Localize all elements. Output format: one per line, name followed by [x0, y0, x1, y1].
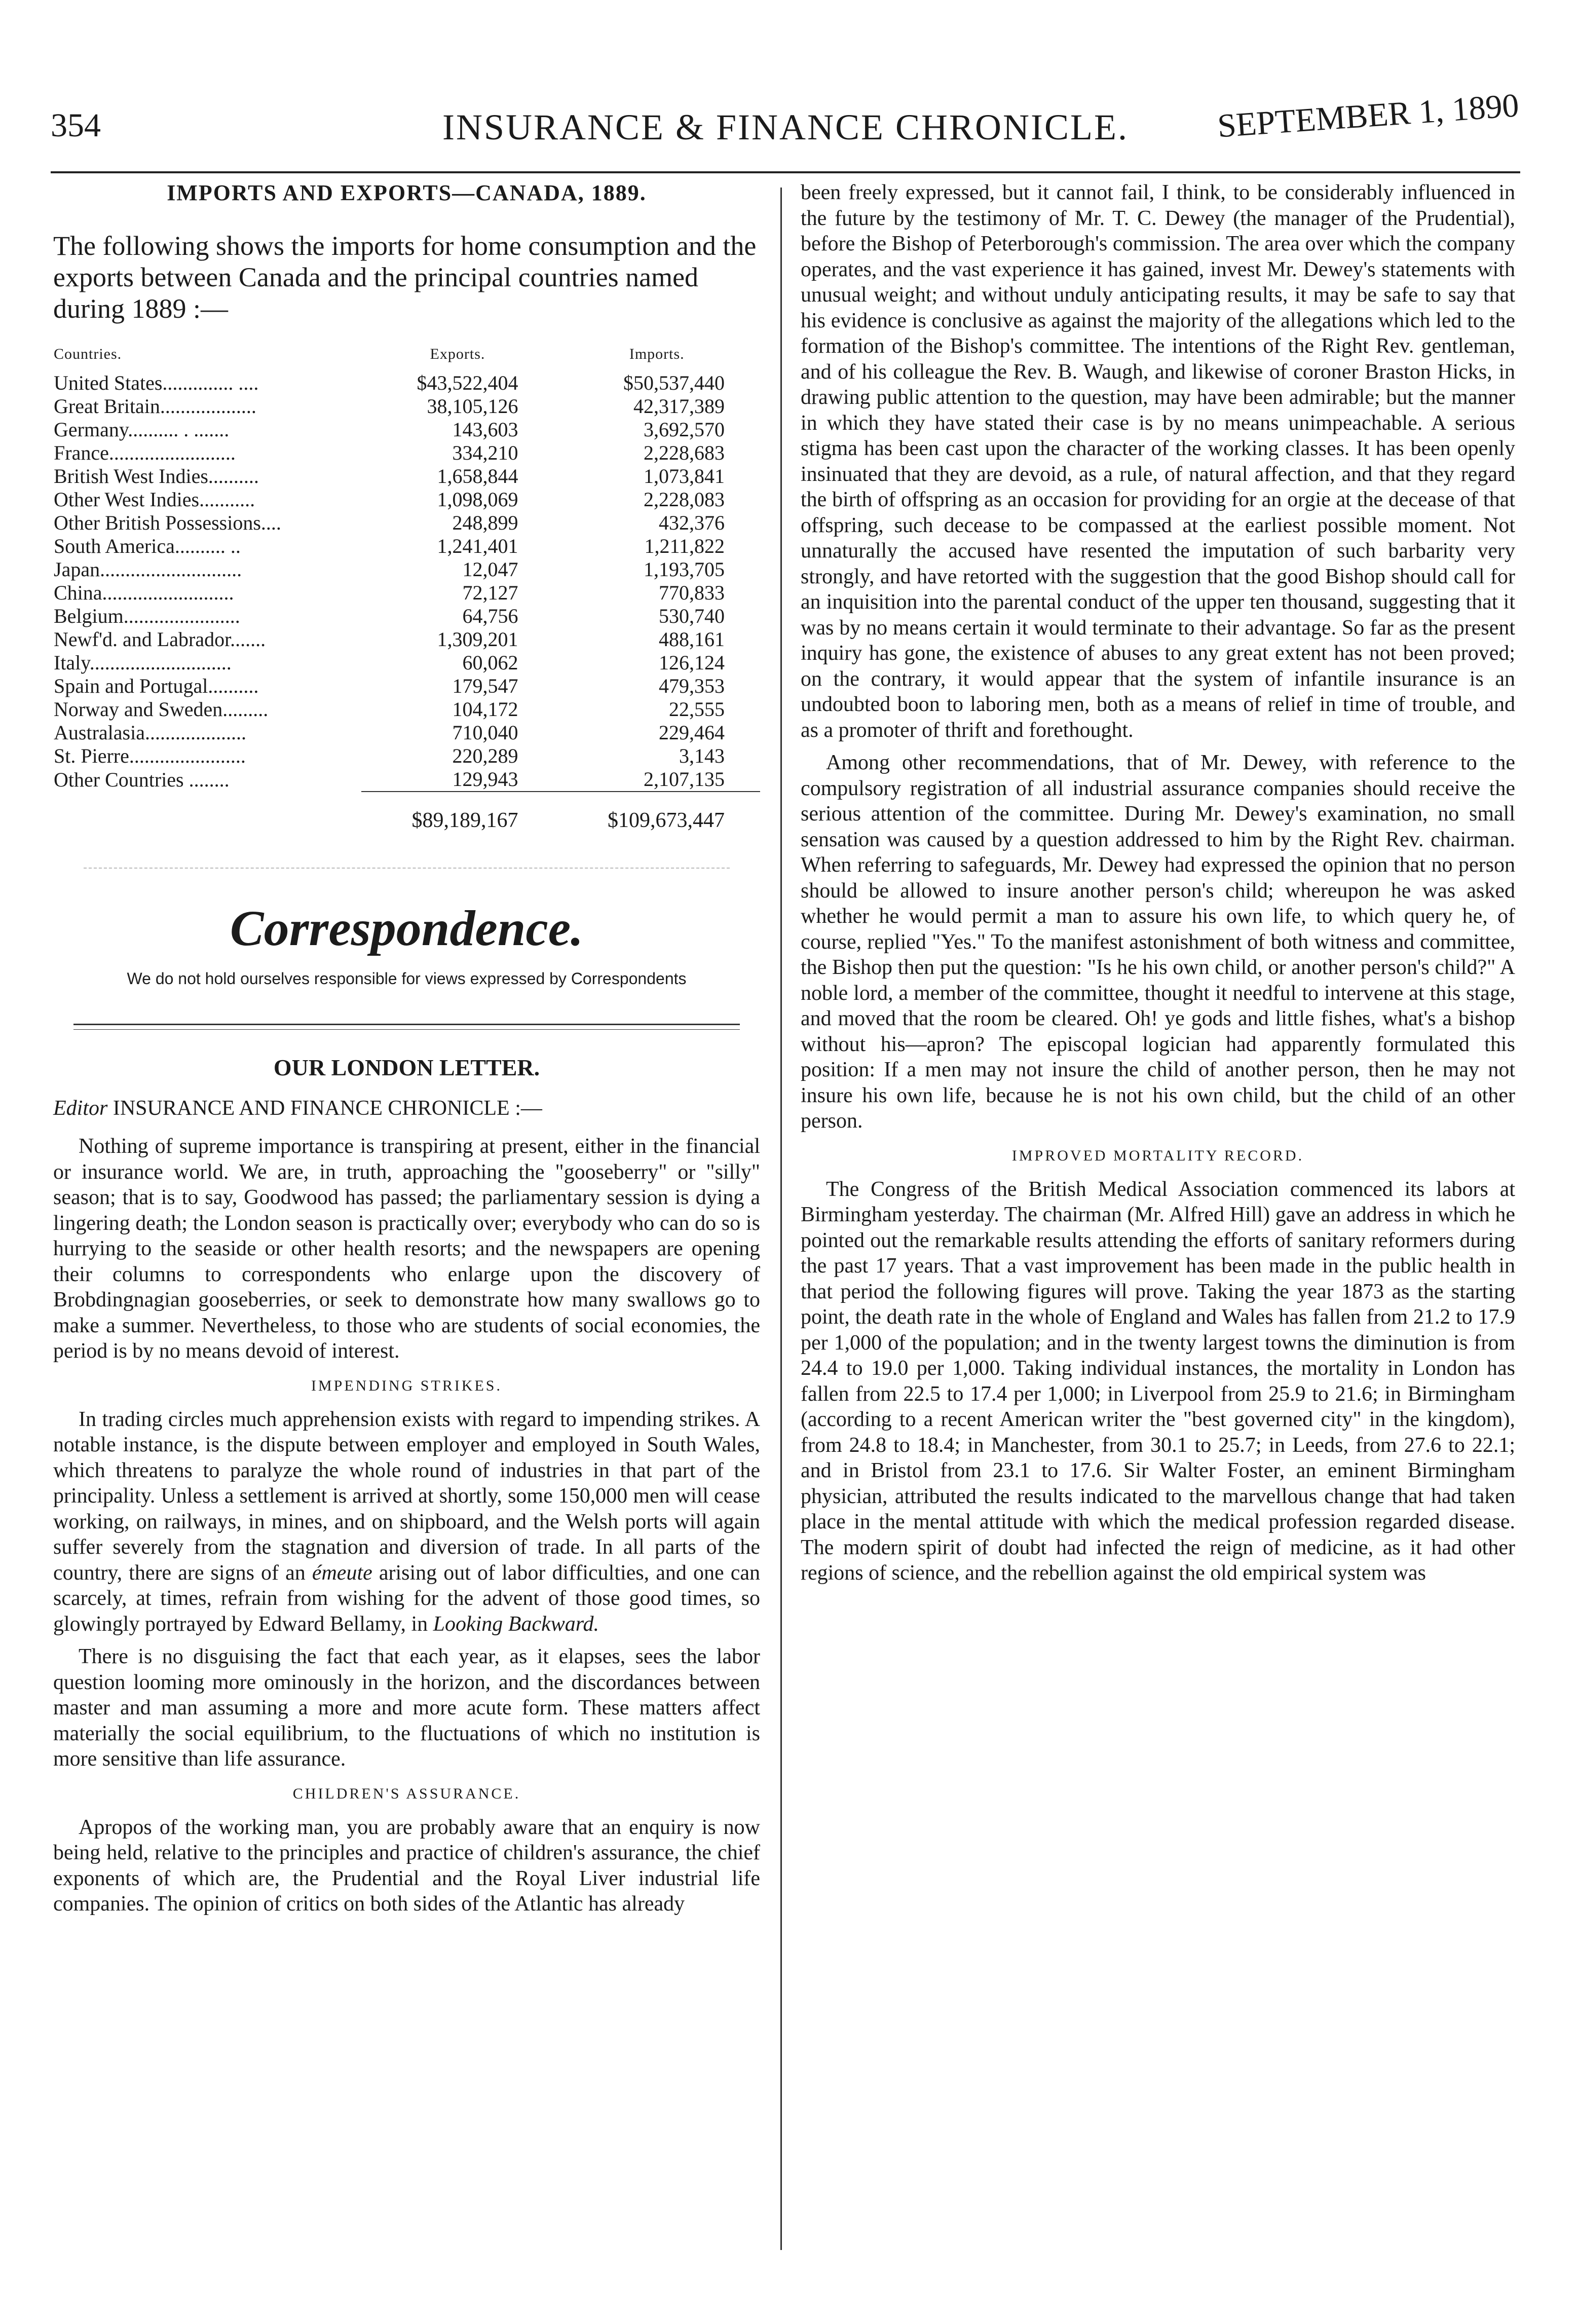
cell-imports: 2,228,083 [644, 488, 725, 511]
cell-exports: 1,098,069 [437, 488, 518, 511]
table-row [53, 511, 760, 535]
cell-country: Great Britain................... [54, 395, 256, 418]
table-row [53, 535, 760, 558]
table-row [53, 371, 760, 395]
table-row [53, 605, 760, 628]
paragraph: been freely expressed, but it cannot fail, I think, to be considerably influenced in the future by the testimony of Mr. T. C. Dewey (the manager of the Prudential), before the Bishop of Peterborough's commission. The area over which the company operates, and the vast experience it has gained, invest Mr. Dewey's statements with unusual weight; and without unduly anticipating results, it may be safe to say that his evidence is conclusive as against the majority of the allegations which led to the formation of the Bishop's committee. The intentions of the Right Rev. gentleman, and of his colleague the Rev. B. Waugh, and likewise of coroner Braston Hicks, in drawing public attention to the question, may have been admirable; but the manner in which they have stated their case is by no means unimpeachable. A serious stigma has been cast upon the character of the working classes. It has been openly insinuated that they are devoid, as a rule, of natural affection, and that they regard the birth of offspring as an occasion for providing for an orgie at the decease of that offspring, such decease to be compassed at the earliest possible moment. Not unnaturally the accused have resented the imputation of such barbarity very strongly, and have retorted with the suggestion that the good Bishop should call for an inquisition into the parental conduct of the upper ten thousand, suggesting that it was by no means certain it would terminate to their advantage. So far as the present inquiry has gone, the existence of abuses to any great extent has not been proved; on the contrary, it would appear that the system of infantile insurance is an undoubted boon to laboring men, both as a means of relief in time of trouble, and as a promoter of thrift and forethought. [801, 181, 1515, 742]
cell-imports: 126,124 [659, 651, 725, 674]
article-title: OUR LONDON LETTER. [273, 1055, 540, 1080]
col-countries: Countries. [54, 346, 122, 362]
table-row [53, 418, 760, 441]
cell-exports: $43,522,404 [417, 371, 518, 394]
subheading-mortality: IMPROVED MORTALITY RECORD. [1011, 1147, 1304, 1164]
cell-country: Norway and Sweden......... [54, 698, 269, 721]
table-row [53, 488, 760, 511]
cell-exports: 12,047 [462, 558, 518, 581]
column-divider [780, 188, 782, 2250]
cell-exports: 1,241,401 [437, 535, 518, 557]
page-number: 354 [51, 107, 101, 144]
cell-country: Other West Indies........... [54, 488, 255, 511]
correspondence-heading: Correspondence. [230, 900, 584, 956]
table-row [53, 744, 760, 768]
total-exports: $89,189,167 [361, 792, 553, 832]
correspondence-disclaimer: We do not hold ourselves responsible for views expressed by Correspondents [127, 969, 687, 988]
issue-date: SEPTEMBER 1, 1890 [1216, 87, 1520, 145]
cell-exports: 143,603 [452, 418, 518, 441]
cell-exports: 334,210 [452, 441, 518, 464]
total-imports: $109,673,447 [554, 792, 760, 832]
cell-imports: 3,143 [679, 744, 725, 767]
cell-exports: 1,309,201 [437, 628, 518, 651]
section-divider [84, 868, 730, 869]
table-row [53, 628, 760, 651]
page-header [51, 87, 1520, 172]
cell-country: Other British Possessions.... [54, 511, 281, 534]
table-row [53, 395, 760, 418]
double-rule-bottom [73, 1029, 740, 1030]
cell-country: Italy............................ [54, 651, 232, 674]
cell-country: China.......................... [54, 581, 234, 604]
cell-country: Germany.......... . ....... [54, 418, 230, 441]
cell-exports: 710,040 [452, 721, 518, 744]
paragraph: The Congress of the British Medical Association commenced its labors at Birmingham yesterday. The chairman (Mr. Alfred Hill) gave an address in which he pointed out the remarkable results attending the efforts of sanitary reformers during the past 17 years. That a vast improvement has been made in the public health in that period the following figures will prove. Taking the year 1873 as the starting point, the death rate in the whole of England and Wales has fallen from 21.2 to 17.9 per 1,000 of the population; and in the twenty largest towns the diminution is from 24.4 to 19.0 per 1,000. Taking individual instances, the mortality in London has fallen from 22.5 to 17.4 per 1,000; in Liverpool from 25.9 to 21.6; in Birmingham (according to a recent American writer the "best governed city" in the kingdom), from 24.8 to 18.4; in Manchester, from 30.1 to 25.7; in Leeds, from 27.6 to 22.1; and in Bristol from 23.1 to 17.6. Sir Walter Foster, an eminent Birmingham physician, attributed the results indicated to the marvellous change that had taken place in the mental attitude with which the medical profession regarded disease. The modern spirit of doubt had infected the reign of medicine, as it had other regions of science, and the rebellion against the old empirical system was [801, 1177, 1515, 1585]
paragraph: Nothing of supreme importance is transpiring at present, either in the financial or insurance world. We are, in truth, approaching the "gooseberry" or "silly" season; that is to say, Goodwood has passed; the parliamentary session is dying a lingering death; the London season is practically over; everybody who can do so is hurrying to the seaside or other health resorts; and the newspapers are opening their columns to correspondents who enlarge upon the discovery of Brobdingnagian gooseberries, or seek to demonstrate how many swallows go to make a summer. Nevertheless, to those who are students of social economies, the period is by no means devoid of interest. [53, 1135, 760, 1363]
col-imports: Imports. [629, 346, 685, 362]
imports-intro: The following shows the imports for home consumption and the exports between Canada and the principal countries named during 1889 :— [53, 231, 757, 324]
table-row [53, 768, 760, 792]
table-row [53, 721, 760, 744]
totals-row [53, 792, 760, 832]
salutation [53, 1096, 760, 1120]
cell-imports: 432,376 [659, 511, 725, 534]
cell-imports: 229,464 [659, 721, 725, 744]
right-column [801, 180, 1515, 1593]
cell-country: St. Pierre....................... [54, 744, 246, 767]
double-rule-top [73, 1024, 740, 1025]
imports-heading: IMPORTS AND EXPORTS—CANADA, 1889. [167, 180, 647, 205]
cell-exports: 220,289 [452, 744, 518, 767]
cell-exports: 64,756 [462, 605, 518, 627]
salutation-addressee: INSURANCE AND FINANCE CHRONICLE :— [112, 1097, 542, 1120]
paragraph: Apropos of the working man, you are probably aware that an enquiry is now being held, relative to the principles and practice of children's assurance, the chief exponents of which are, the Prudential and the Royal Liver industrial life companies. The opinion of critics on both sides of the Atlantic has already [53, 1815, 760, 1916]
salutation-editor: Editor [53, 1097, 108, 1120]
imports-exports-table [53, 343, 760, 832]
cell-exports: 38,105,126 [427, 395, 518, 418]
cell-country: Other Countries ........ [54, 768, 230, 791]
cell-exports: 179,547 [452, 674, 518, 697]
cell-country: Belgium....................... [54, 605, 240, 627]
cell-exports: 72,127 [462, 581, 518, 604]
table-row [53, 651, 760, 674]
cell-exports: 1,658,844 [437, 465, 518, 488]
cell-imports: 3,692,570 [644, 418, 725, 441]
cell-imports: 770,833 [659, 581, 725, 604]
cell-country: Newf'd. and Labrador....... [54, 628, 266, 651]
cell-imports: 1,193,705 [644, 558, 725, 581]
cell-exports: 129,943 [452, 768, 518, 791]
cell-imports: 2,228,683 [644, 441, 725, 464]
cell-country: Australasia.................... [54, 721, 246, 744]
table-row [53, 581, 760, 605]
table-row [53, 465, 760, 488]
cell-imports: 1,211,822 [644, 535, 725, 557]
cell-country: South America.......... .. [54, 535, 241, 557]
cell-imports: 22,555 [669, 698, 725, 721]
subheading-childrens-assurance: CHILDREN'S ASSURANCE. [292, 1785, 521, 1802]
cell-imports: 42,317,389 [633, 395, 725, 418]
paragraph: In trading circles much apprehension exists with regard to impending strikes. A notable instance, is the dispute between employer and employed in South Wales, which threatens to paralyze the whole round of industries in that part of the principality. Unless a settlement is arrived at shortly, some 150,000 men will cease working, on railways, in mines, and on shipboard, and the Welsh ports will again suffer severely from the stagnation and diversion of trade. In all parts of the country, there are signs of an émeute arising out of labor difficulties, and one can scarcely, at times, refrain from wishing for the advent of those good times, so glowingly portrayed by Edward Bellamy, in Looking Backward. [53, 1407, 761, 1636]
cell-country: Spain and Portugal.......... [54, 674, 259, 697]
paragraph: There is no disguising the fact that each year, as it elapses, sees the labor question looming more ominously in the horizon, and the discordances between master and man assuming a more and more acute form. These matters affect materially the social equilibrium, to the fluctuations of which no institution is more sensitive than life assurance. [53, 1645, 760, 1771]
col-exports: Exports. [430, 346, 485, 362]
paragraph: Among other recommendations, that of Mr. Dewey, with reference to the compulsory registration of all industrial assurance companies should receive the serious attention of the committee. During Mr. Dewey's examination, no small sensation was caused by a question addressed to him by the Right Rev. chairman. When referring to safeguards, Mr. Dewey had expressed the opinion that no person should be allowed to insure another person's child; whereupon he was asked whether he would permit a man to assure his own life, to which query he, of course, replied "Yes." To the manifest astonishment of both witness and committee, the Bishop then put the question: "Is he his own child, or another person's child?" A noble lord, a member of the committee, thought it needful to intervene at this stage, and moved that the room be cleared. Oh! ye gods and little fishes, what's a bishop without his—apron? The episcopal logician had apparently formulated this position: If a men may not insure the child of another person, then he may not insure his own life, because he is not his own child, but the child of an other person. [801, 751, 1515, 1133]
cell-imports: 2,107,135 [644, 768, 725, 791]
journal-title: INSURANCE & FINANCE CHRONICLE. [442, 107, 1129, 147]
cell-imports: 530,740 [659, 605, 725, 627]
left-column [53, 180, 760, 1924]
cell-imports: 488,161 [659, 628, 725, 651]
cell-exports: 60,062 [462, 651, 518, 674]
cell-imports: 479,353 [659, 674, 725, 697]
cell-country: Japan............................ [54, 558, 242, 581]
table-body [53, 371, 760, 792]
table-row [53, 674, 760, 698]
cell-country: France......................... [54, 441, 236, 464]
cell-country: United States.............. .... [54, 371, 259, 394]
table-row [53, 441, 760, 465]
table-row [53, 698, 760, 721]
cell-exports: 104,172 [452, 698, 518, 721]
table-row [53, 558, 760, 581]
header-rule [51, 171, 1520, 173]
table-header-row [53, 343, 760, 371]
cell-imports: 1,073,841 [644, 465, 725, 488]
cell-country: British West Indies.......... [54, 465, 259, 488]
cell-imports: $50,537,440 [623, 371, 725, 394]
cell-exports: 248,899 [452, 511, 518, 534]
subheading-strikes: IMPENDING STRIKES. [311, 1377, 502, 1394]
